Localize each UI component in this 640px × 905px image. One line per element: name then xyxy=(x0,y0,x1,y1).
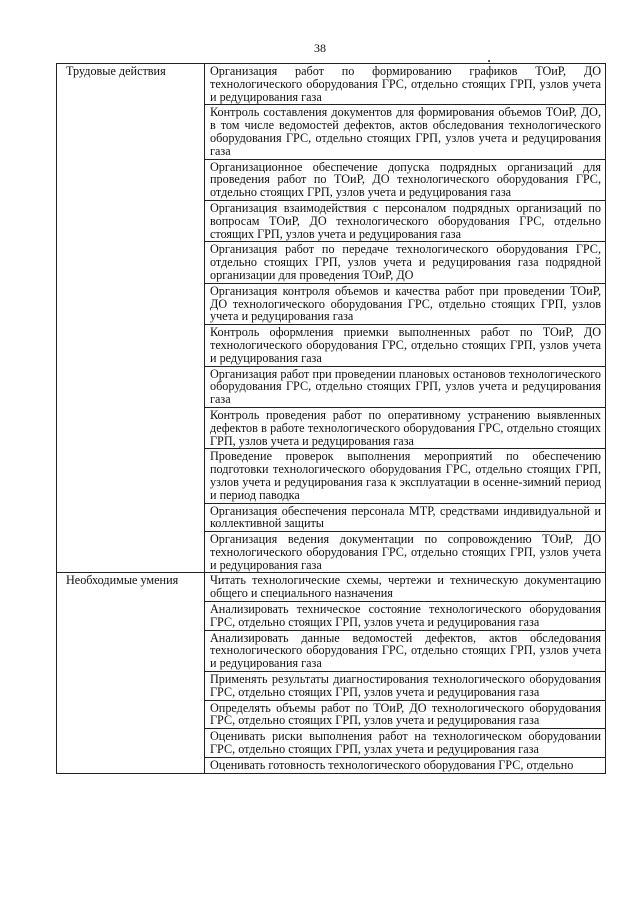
table-cell: Анализировать данные ведомостей дефектов, актов обследования технологического оборудования ГРС, отдельно стоящих ГРП, узлов учета и редуцирования газа xyxy=(205,630,606,671)
table-cell: Оценивать готовность технологического оборудования ГРС, отдельно xyxy=(205,757,606,773)
table-cell: Анализировать техническое состояние технологического оборудования ГРС, отдельно стоящих ГРП, узлов учета и редуцирования газа xyxy=(205,602,606,631)
table-cell: Организация взаимодействия с персоналом подрядных организаций по вопросам ТОиР, ДО технологического оборудования ГРС, отдельно стоящих ГРП, узлов учета и редуцирования газа xyxy=(205,200,606,241)
table-cell: Организация работ по формированию графиков ТОиР, ДО технологического оборудования ГРС, отдельно стоящих ГРП, узлов учета и редуцирования газа xyxy=(205,64,606,105)
table-cell: Организация контроля объемов и качества работ при проведении ТОиР, ДО технологического оборудования ГРС, отдельно стоящих ГРП, узлов учета и редуцирования газа xyxy=(205,283,606,324)
table-cell: Организация ведения документации по сопровождению ТОиР, ДО технологического оборудования ГРС, отдельно стоящих ГРП, узлов учета и редуцирования газа xyxy=(205,532,606,573)
section-label: Трудовые действия xyxy=(57,64,205,573)
table-cell: Применять результаты диагностирования технологического оборудования ГРС, отдельно стоящих ГРП, узлов учета и редуцирования газа xyxy=(205,672,606,701)
requirements-table-body xyxy=(57,64,606,774)
table-cell: Контроль проведения работ по оперативному устранению выявленных дефектов в работе технологического оборудования ГРС, отдельно стоящих ГРП, узлов учета и редуцирования газа xyxy=(205,407,606,448)
table-cell: Читать технологические схемы, чертежи и техническую документацию общего и специального назначения xyxy=(205,573,606,602)
table-cell: Проведение проверок выполнения мероприятий по обеспечению подготовки технологического оборудования ГРС, отдельно стоящих ГРП, узлов учета и редуцирования газа к эксплуатации в осенне-зимний период и период паводка xyxy=(205,449,606,503)
table-cell: Организация обеспечения персонала МТР, средствами индивидуальной и коллективной защиты xyxy=(205,503,606,532)
table-cell: Организация работ при проведении плановых остановов технологического оборудования ГРС, отдельно стоящих ГРП, узлов учета и редуцирования газа xyxy=(205,366,606,407)
table-cell: Организация работ по передаче технологического оборудования ГРС, отдельно стоящих ГРП, узлов учета и редуцирования газа подрядной организации для проведения ТОиР, ДО xyxy=(205,242,606,283)
table-cell: Организационное обеспечение допуска подрядных организаций для проведения работ по ТОиР, ДО технологического оборудования ГРС, отдельно стоящих ГРП, узлов учета и редуцирования газа xyxy=(205,159,606,200)
table-row xyxy=(57,573,606,602)
page-number: 38 xyxy=(314,41,326,55)
section-label: Необходимые умения xyxy=(57,573,205,773)
scan-speck xyxy=(488,60,490,62)
table-cell: Контроль составления документов для формирования объемов ТОиР, ДО, в том числе ведомостей дефектов, актов обследования технологического оборудования ГРС, отдельно стоящих ГРП, узлов учета и редуцирования газа xyxy=(205,105,606,159)
table-row xyxy=(57,64,606,105)
table-cell: Оценивать риски выполнения работ на технологическом оборудовании ГРС, отдельно стоящих ГРП, узлах учета и редуцирования газа xyxy=(205,729,606,758)
table-cell: Контроль оформления приемки выполненных работ по ТОиР, ДО технологического оборудования ГРС, отдельно стоящих ГРП, узлов учета и редуцирования газа xyxy=(205,325,606,366)
requirements-table xyxy=(56,63,606,774)
table-cell: Определять объемы работ по ТОиР, ДО технологического оборудования ГРС, отдельно стоящих ГРП, узлов учета и редуцирования газа xyxy=(205,700,606,729)
